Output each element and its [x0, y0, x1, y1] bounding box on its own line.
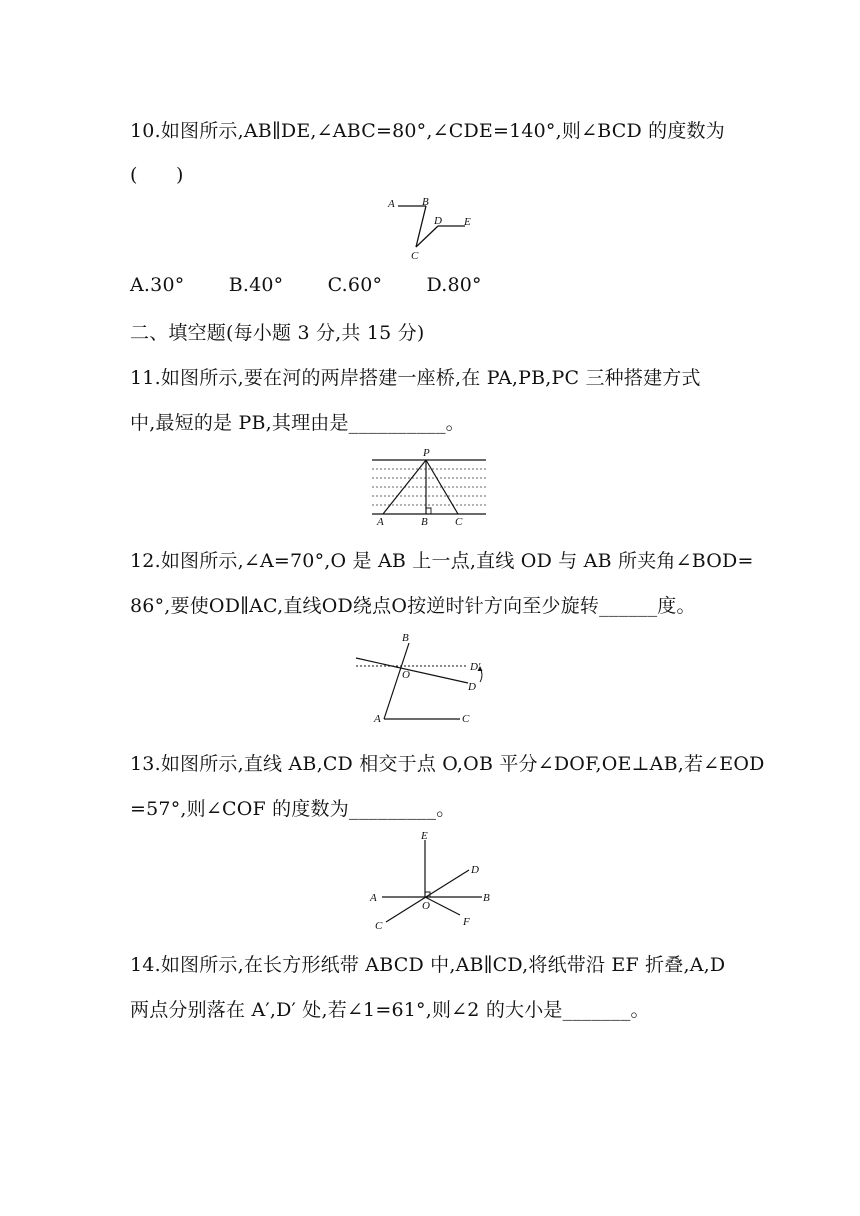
label-e: E [421, 830, 428, 842]
river-water-lines [372, 469, 486, 505]
q13-text-line1: 13.如图所示,直线 AB,CD 相交于点 O,OB 平分∠DOF,OE⊥AB,若∠EOD [130, 753, 765, 775]
q14-text-line1: 14.如图所示,在长方形纸带 ABCD 中,AB∥CD,将纸带沿 EF 折叠,A,D [130, 954, 726, 976]
label-f: F [463, 916, 470, 928]
label-b: B [483, 892, 490, 904]
label-d: D [434, 215, 442, 227]
label-b: B [422, 196, 429, 208]
label-a: A [374, 713, 381, 725]
label-b: B [421, 516, 428, 528]
q13-text-line2: =57°,则∠COF 的度数为_________。 [130, 798, 456, 820]
label-c: C [462, 713, 470, 725]
right-angle-mark [426, 508, 431, 514]
q11-text-line2: 中,最短的是 PB,其理由是__________。 [130, 412, 465, 434]
line-ab [384, 643, 409, 719]
line-od [356, 658, 468, 683]
option-d: D.80° [426, 274, 482, 296]
label-e: E [464, 216, 471, 228]
label-d-prime: D′ [470, 661, 481, 673]
option-b: B.40° [228, 274, 284, 296]
label-c: C [375, 920, 383, 932]
q10-text-line1: 10.如图所示,AB∥DE,∠ABC=80°,∠CDE=140°,则∠BCD 的度数为 [130, 120, 725, 142]
label-a: A [377, 516, 384, 528]
label-o: O [422, 900, 430, 912]
ray-of [425, 897, 460, 915]
option-a: A.30° [130, 274, 185, 296]
label-c: C [455, 516, 463, 528]
q14-text-line2: 两点分别落在 A′,D′ 处,若∠1=61°,则∠2 的大小是_______。 [130, 999, 650, 1021]
label-b: B [402, 632, 409, 644]
label-a: A [370, 892, 377, 904]
segment-cd [416, 226, 438, 247]
label-a: A [388, 198, 395, 210]
q11-text-line1: 11.如图所示,要在河的两岸搭建一座桥,在 PA,PB,PC 三种搭建方式 [130, 367, 701, 389]
q10-options [130, 274, 520, 296]
line-cd [386, 870, 469, 922]
q10-figure [380, 192, 480, 264]
label-d: D [471, 864, 479, 876]
section-heading: 二、填空题(每小题 3 分,共 15 分) [130, 322, 425, 344]
label-c: C [411, 250, 419, 262]
segment-bc [416, 206, 426, 247]
q11-figure [368, 444, 492, 528]
label-d: D [468, 681, 476, 693]
label-o: O [402, 669, 410, 681]
q13-figure [362, 828, 502, 932]
q10-text-line2: ( ) [130, 164, 184, 186]
label-p: P [423, 447, 430, 459]
q12-figure [350, 628, 500, 728]
q12-text-line1: 12.如图所示,∠A=70°,O 是 AB 上一点,直线 OD 与 AB 所夹角∠BOD= [130, 550, 754, 572]
option-c: C.60° [327, 274, 383, 296]
q12-text-line2: 86°,要使OD∥AC,直线OD绕点O按逆时针方向至少旋转______度。 [130, 595, 696, 617]
